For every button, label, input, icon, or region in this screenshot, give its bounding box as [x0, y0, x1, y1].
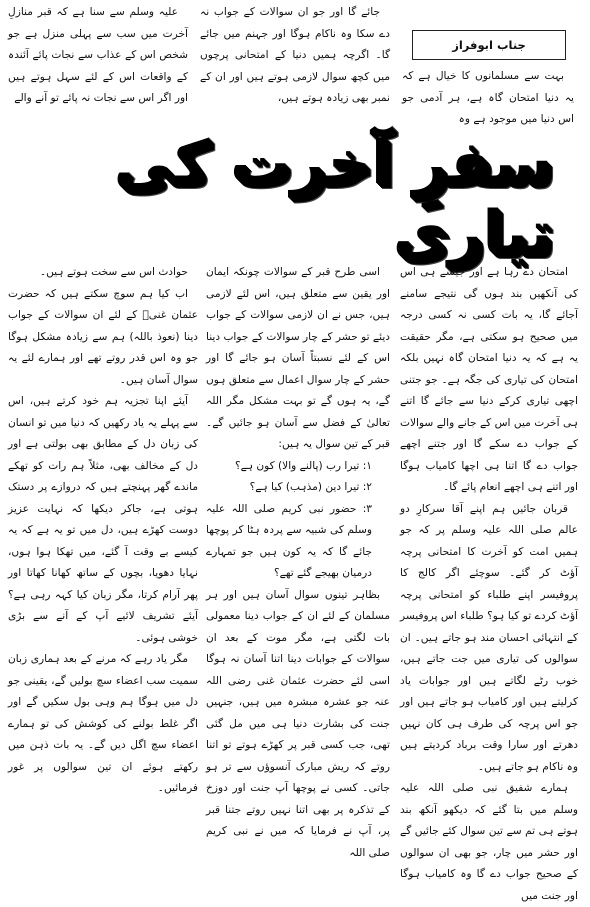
bottom-middle-para-2: بظاہر تینوں سوال آسان ہیں اور ہر مسلمان کے لئے ان کے جواب دینا معمولی بات لگتی ہے، مگر موت کے بعد ان سوالات کے جوابات دینا اتنا آسان نہ ہوگا اسی لئے حضرت عثمان غنی رضی اللہ عنہ جو عشرہ مبشرہ میں ہیں، جنہیں جنت کی بشارت دنیا ہی میں مل گئی تھی، جب کسی قبر پر کھڑے ہوتے تو اتنا روتے کہ ریش مبارک آنسوؤں سے تر ہو جاتی۔ کسی نے پوچھا آپ جنت اور دوزخ کے تذکرہ پر بھی اتنا نہیں روتے جتنا قبر پر، آپ نے فرمایا کہ میں نے نبی کریم صلی اللہ	[206, 588, 390, 859]
headline: سفرِ آخرت کی تیاری	[113, 128, 552, 268]
bottom-left-para-4: مگر یاد رہے کہ مرنے کے بعد ہماری زبان سمیت سب اعضاء سچ بولیں گے، یقینی جو دل میں ہوگا ہم وہی بول سکیں گے اور اگر غلط بولنے کی کوشش کی تو ہمارے اعضاء سچ اگل دیں گے۔ یہ بات ذہن میں رکھتے ہوئے ان تین سوالوں پر غور فرمائیں۔	[8, 653, 198, 794]
author-name: جناب ابوفراز	[452, 38, 526, 52]
bottom-right-column	[400, 262, 578, 902]
top-left-text: علیہ وسلم سے سنا ہے کہ قبر منازلِ آخرت میں سب سے پہلی منزل ہے جو شخص اس کے عذاب سے نجات پائے آئندہ کے واقعات اس کے لئے سہل ہوتے ہیں اور اگر اس سے نجات نہ پائے تو آنے والے	[8, 6, 188, 104]
top-left-column	[8, 2, 188, 120]
bottom-right-para-2: قربان جائیں ہم اپنے آقا سرکارِ دو عالم صلی اللہ علیہ وسلم پر کہ جو ہمیں امت کو آخرت کا امتحانی پرچہ آؤٹ کر گئے۔ سوچئے اگر کالج کا پروفیسر اپنے طلباء کو امتحانی پرچہ آؤٹ کردے تو کیا ہو؟ طلباء اس پروفیسر کے انتہائی احسان مند ہو جاتے ہیں۔ ان سوالوں کی تیاری میں جت جاتے ہیں، خوب رٹے لگاتے ہیں اور جوابات یاد کرلیتے ہیں اور کامیاب ہو جاتے ہیں اور جو اس پرچہ کی طرف ہی کان نہیں دھرتے اور سارا وقت برباد کردیتے ہیں وہ ناکام ہو جاتے ہیں۔	[400, 502, 578, 773]
question-2: ۲: تیرا دین (مذہب) کیا ہے؟	[249, 481, 372, 493]
top-middle-column	[200, 2, 390, 120]
grave-questions-list	[206, 456, 390, 585]
bottom-right-para-1: امتحان دے رہا ہے اور جیسے ہی اس کی آنکھیں بند ہوں گی نتیجے سامنے آجائے گا، یہ بات کسی نہ کسی درجہ میں صحیح ہو سکتی ہے، مگر حقیقت یہ ہے کہ یہ دنیا امتحان گاہ نہیں بلکہ امتحان کی تیاری کی جگہ ہے۔ جو جتنی اچھی تیاری کرکے دنیا سے جائے گا اتنے ہی آخرت میں اس کے جانے والے سوالات کے جواب دے سکے گا اور جتنے اچھے جواب دے گا اتنا ہی اچھا کامیاب ہوگا اور اتنے ہی اچھے انعام پائے گا۔	[400, 266, 578, 493]
top-middle-text: جائے گا اور جو ان سوالات کے جواب نہ دے سکا وہ ناکام ہوگا اور جہنم میں جائے گا۔ اگرچہ ہمیں دنیا کے امتحانی پرچوں میں کچھ سوال لازمی ہوتے ہیں اور ان کے نمبر بھی زیادہ ہوتے ہیں،	[200, 6, 390, 104]
question-3: ۳: حضور نبی کریم صلی اللہ علیہ وسلم کی شبیہ سے پردہ ہٹا کر پوچھا جائے گا کہ یہ کون ہیں جو تمہارے درمیان بھیجے گئے تھے؟	[206, 502, 372, 579]
bottom-left-column	[8, 262, 198, 794]
top-right-column	[402, 66, 574, 125]
bottom-left-para-3: آیئے اپنا تجزیہ ہم خود کرتے ہیں، اس سے پہلے یہ یاد رکھیں کہ دنیا میں تو انسان کی زبان دل کے مطابق بھی بولتی ہے اور دل کے مخالف بھی، مثلاً ہم رات کو تھکے ماندے گھر پہنچتے ہیں کہ دروازے پر دستک ہوتی ہے، جاکر دیکھا کہ نہایت عزیز دوست کھڑے ہیں، دل میں تو یہ ہے کہ یہ کیسے بے وقت آ گئے، میں تھکا ہوا ہوں، نہایا دھویا، بچوں کے ساتھ کھانا کھاتا اور پھر آرام کرتا، مگر زبان کیا کہہ رہی ہے؟ آیئے تشریف لائیے آپ کے آنے سے بڑی خوشی ہوئی۔	[8, 395, 198, 644]
bottom-right-para-3: ہمارے شفیق نبی صلی اللہ علیہ وسلم میں بتا گئے کہ دیکھو آنکھ بند ہوتے ہی تم سے تین سوال کئے جائیں گے اور حشر میں چار، جو بھی ان سوالوں کے صحیح جواب دے گا وہ کامیاب ہوگا اور جنت میں	[400, 782, 578, 902]
author-byline	[412, 30, 566, 60]
bottom-left-para-2: اب کیا ہم سوچ سکتے ہیں کہ حضرت عثمان غنیؓ کے لئے ان سوالات کے جواب دینا (نعوذ باللہ) ہم سے زیادہ مشکل ہوگا جو وہ اس قدر روتے تھے اور ہمارے لئے یہ سوال آسان ہیں۔	[8, 287, 198, 386]
bottom-left-para-1: حوادث اس سے سخت ہوتے ہیں۔	[39, 266, 188, 278]
question-1: ۱: تیرا رب (پالنے والا) کون ہے؟	[234, 459, 372, 472]
top-right-text: بہت سے مسلمانوں کا خیال ہے کہ یہ دنیا امتحان گاہ ہے، ہر آدمی جو اس دنیا میں موجود ہے وہ	[402, 70, 574, 125]
headline-area	[40, 128, 552, 268]
bottom-middle-column	[205, 262, 390, 859]
bottom-middle-para-1: اسی طرح قبر کے سوالات چونکہ ایمان اور یقین سے متعلق ہیں، اس لئے لازمی ہیں، جس نے ان لازمی سوالات کے جواب دیئے تو حشر کے چار سوالات کے جواب دینا اس کے لئے نسبتاً آسان ہو جائے گا اور حشر کے چار سوال اعمال سے متعلق ہوں گے، یہ ہوں گے تو بہت مشکل مگر اللہ تعالیٰ کے فضل سے آسان ہو جائیں گے۔ قبر کے تین سوال یہ ہیں:	[205, 266, 390, 450]
